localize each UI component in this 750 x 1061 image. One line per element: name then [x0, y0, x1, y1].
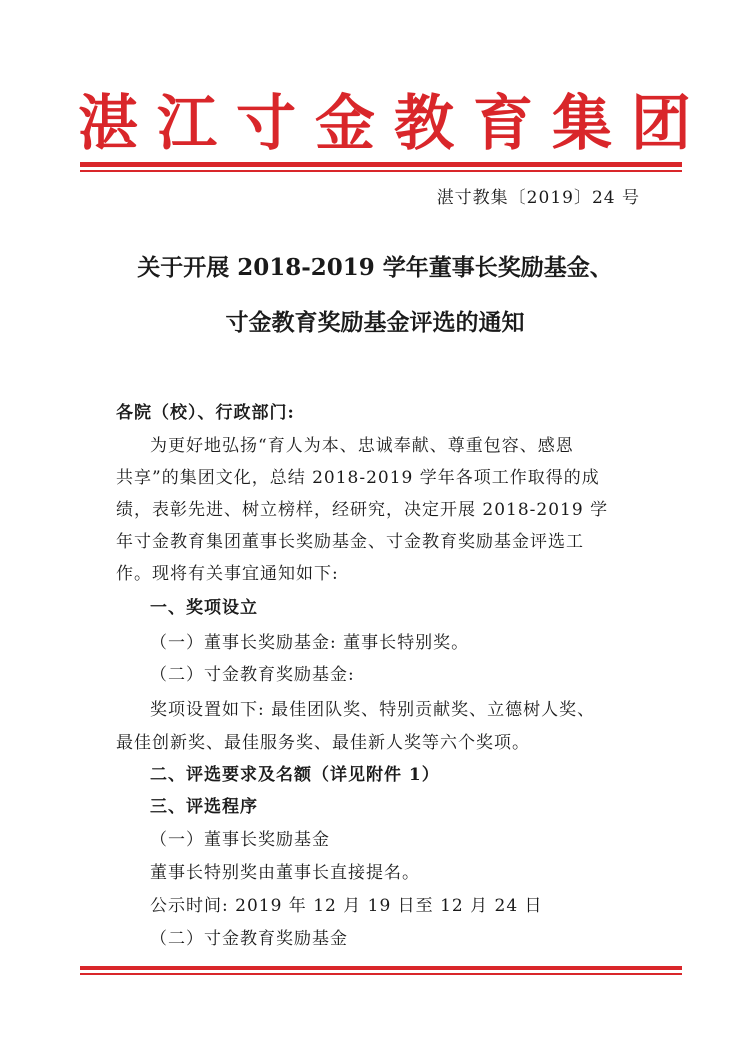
section-1-item-1: （一）董事长奖励基金: 董事长特别奖。 [150, 633, 470, 653]
footer-divider-thick [80, 966, 682, 970]
footer-divider-thin [80, 973, 682, 975]
section-1-item-2: （二）寸金教育奖励基金: [150, 665, 355, 685]
section-3-item-1-text: 董事长特别奖由董事长直接提名。 [150, 863, 420, 883]
letterhead-divider-thin [80, 170, 682, 172]
section-3-item-2: （二）寸金教育奖励基金 [150, 929, 348, 949]
intro-line: 作。现将有关事宜通知如下: [116, 564, 339, 584]
letterhead-divider-thick [80, 162, 682, 167]
document-title-line-1: 关于开展 2018-2019 学年董事长奖励基金、 [137, 254, 613, 281]
document-title-line-2: 寸金教育奖励基金评选的通知 [225, 309, 525, 336]
section-2-heading: 二、评选要求及名额（详见附件 1） [150, 765, 440, 785]
intro-line: 为更好地弘扬“育人为本、忠诚奉献、尊重包容、感恩 [150, 436, 574, 456]
awards-line: 最佳创新奖、最佳服务奖、最佳新人奖等六个奖项。 [116, 733, 530, 753]
awards-line: 奖项设置如下: 最佳团队奖、特别贡献奖、立德树人奖、 [150, 700, 596, 720]
document-number: 湛寸教集〔2019〕24 号 [436, 188, 640, 208]
publicity-time: 公示时间: 2019 年 12 月 19 日至 12 月 24 日 [150, 896, 543, 916]
salutation: 各院（校）、行政部门: [116, 403, 295, 423]
intro-line: 绩，表彰先进、树立榜样，经研究，决定开展 2018-2019 学 [116, 500, 609, 520]
intro-line: 年寸金教育集团董事长奖励基金、寸金教育奖励基金评选工 [116, 532, 584, 552]
section-3-heading: 三、评选程序 [150, 797, 258, 817]
intro-line: 共享”的集团文化，总结 2018-2019 学年各项工作取得的成 [116, 468, 600, 488]
section-1-heading: 一、奖项设立 [150, 598, 258, 618]
org-letterhead-title: 湛江寸金教育集团 [78, 89, 710, 159]
section-3-item-1: （一）董事长奖励基金 [150, 830, 330, 850]
